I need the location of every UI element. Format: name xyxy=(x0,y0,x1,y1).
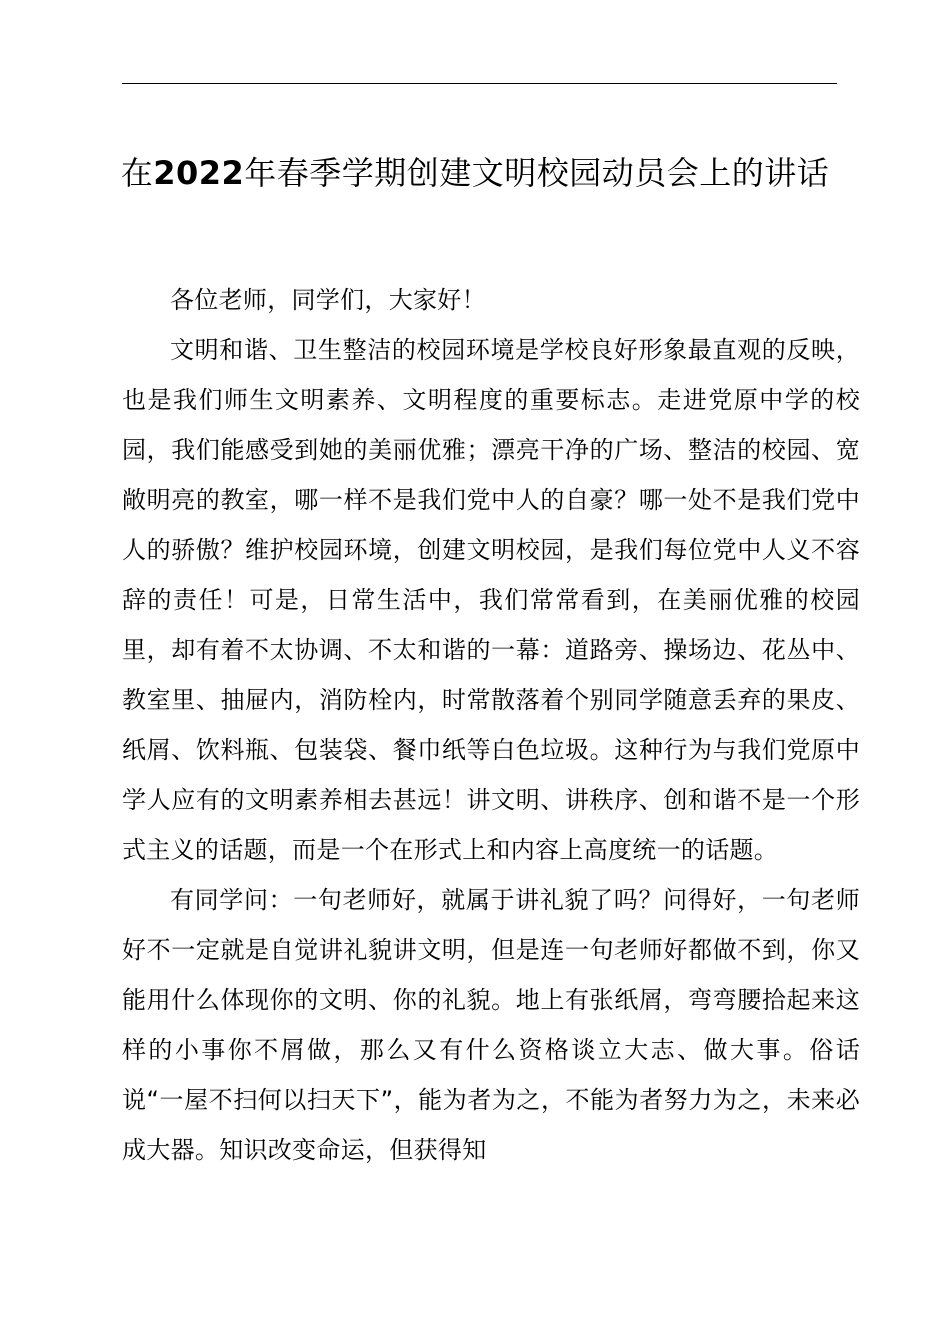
title-year: 2022 xyxy=(153,154,245,192)
title-rest: 年春季学期创建文明校园动员会上的讲话 xyxy=(244,154,830,192)
document-body xyxy=(122,275,860,1175)
document-title xyxy=(100,148,850,199)
body-paragraph: 文明和谐、卫生整洁的校园环境是学校良好形象最直观的反映，也是我们师生文明素养、文明程度的重要标志。走进党原中学的校园，我们能感受到她的美丽优雅；漂亮干净的广场、整洁的校园、宽敞明亮的教室，哪一样不是我们党中人的自豪？哪一处不是我们党中人的骄傲？维护校园环境，创建文明校园，是我们每位党中人义不容辞的责任！可是，日常生活中，我们常常看到，在美丽优雅的校园里，却有着不太协调、不太和谐的一幕：道路旁、操场边、花丛中、教室里、抽屉内，消防栓内，时常散落着个别同学随意丢弃的果皮、纸屑、饮料瓶、包装袋、餐巾纸等白色垃圾。这种行为与我们党原中学人应有的文明素养相去甚远！讲文明、讲秩序、创和谐不是一个形式主义的话题，而是一个在形式上和内容上高度统一的话题。 xyxy=(122,336,860,864)
greeting-paragraph: 各位老师，同学们，大家好！ xyxy=(170,286,486,314)
body-paragraph: 有同学问：一句老师好，就属于讲礼貌了吗？问得好，一句老师好不一定就是自觉讲礼貌讲文明，但是连一句老师好都做不到，你又能用什么体现你的文明、你的礼貌。地上有张纸屑，弯弯腰拾起来这样的小事你不屑做，那么又有什么资格谈立大志、做大事。俗话说“一屋不扫何以扫天下”，能为者为之，不能为者努力为之，未来必成大器。知识改变命运，但获得知 xyxy=(122,886,860,1164)
title-prefix: 在 xyxy=(120,154,154,192)
header-rule xyxy=(122,83,837,84)
